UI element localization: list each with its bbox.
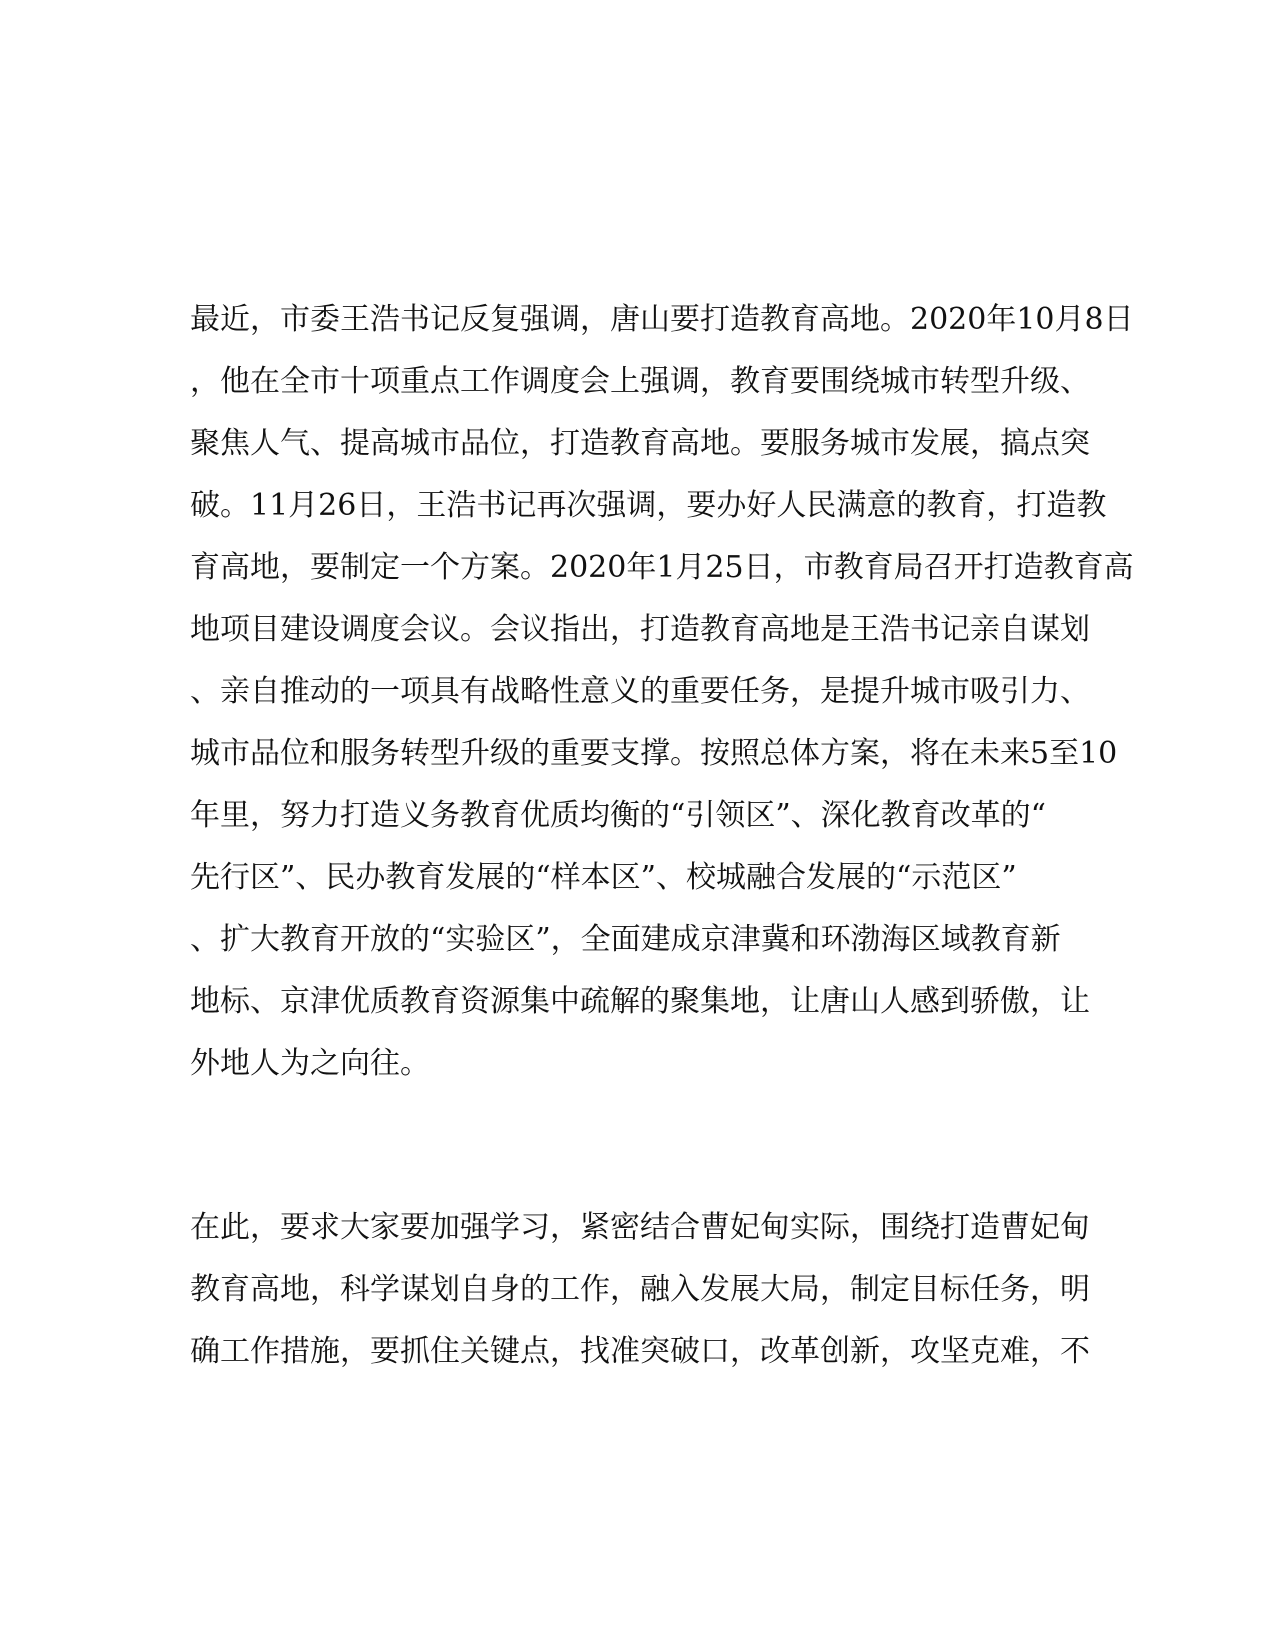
paragraph-line: ，他在全市十项重点工作调度会上强调，教育要围绕城市转型升级、 xyxy=(190,364,1090,399)
paragraph-line: 年里，努力打造义务教育优质均衡的“引领区”、深化教育改革的“ xyxy=(190,798,1047,833)
paragraph-line: 、扩大教育开放的“实验区”，全面建成京津冀和环渤海区域教育新 xyxy=(190,922,1061,957)
paragraph-line: 外地人为之向往。 xyxy=(190,1046,430,1081)
paragraph-line: 地项目建设调度会议。会议指出，打造教育高地是王浩书记亲自谋划 xyxy=(190,612,1090,647)
paragraph-line: 地标、京津优质教育资源集中疏解的聚集地，让唐山人感到骄傲，让 xyxy=(190,984,1090,1019)
paragraph-line: 在此，要求大家要加强学习，紧密结合曹妃甸实际，围绕打造曹妃甸 xyxy=(190,1210,1090,1245)
paragraph-line: 最近，市委王浩书记反复强调，唐山要打造教育高地。2020年10月8日 xyxy=(190,302,1134,337)
paragraph-line: 确工作措施，要抓住关键点，找准突破口，改革创新，攻坚克难，不 xyxy=(190,1334,1090,1369)
paragraph-line: 、亲自推动的一项具有战略性意义的重要任务，是提升城市吸引力、 xyxy=(190,674,1090,709)
paragraph-1 xyxy=(190,289,1134,1095)
paragraph-line: 教育高地，科学谋划自身的工作，融入发展大局，制定目标任务，明 xyxy=(190,1272,1090,1307)
paragraph-2 xyxy=(190,1197,1090,1383)
paragraph-line: 育高地，要制定一个方案。2020年1月25日，市教育局召开打造教育高 xyxy=(190,550,1134,585)
paragraph-line: 破。11月26日，王浩书记再次强调，要办好人民满意的教育，打造教 xyxy=(190,488,1107,523)
paragraph-line: 先行区”、民办教育发展的“样本区”、校城融合发展的“示范区” xyxy=(190,860,1017,895)
paragraph-line: 聚焦人气、提高城市品位，打造教育高地。要服务城市发展，搞点突 xyxy=(190,426,1090,461)
paragraph-line: 城市品位和服务转型升级的重要支撑。按照总体方案，将在未来5至10 xyxy=(190,736,1118,771)
